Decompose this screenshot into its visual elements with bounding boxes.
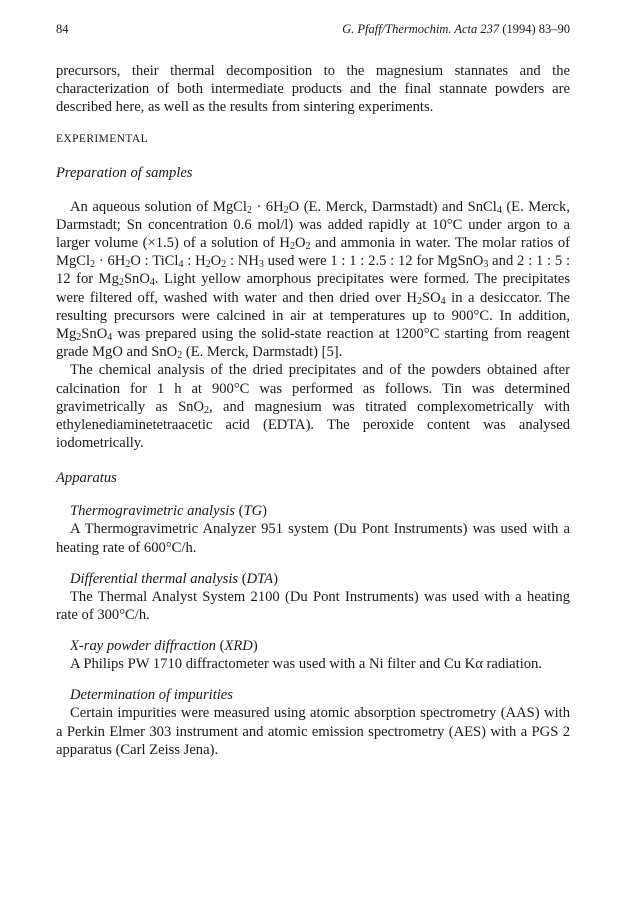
- running-head: [342, 22, 570, 37]
- xrd-paragraph: A Philips PW 1710 diffractometer was used with a Ni filter and Cu Kα radiation.: [70, 656, 543, 673]
- impurities-paragraph: Certain impurities were measured using atomic absorption spectrometry (AAS) with a Perkin Elmer 303 instrument and atomic emission spectrometry (AES) with a PGS 2 apparatus (Carl Zeiss Jena).: [56, 705, 570, 758]
- subsection-heading-apparatus: Apparatus: [56, 470, 117, 487]
- xrd-heading: X-ray powder diffraction (XRD): [70, 638, 258, 655]
- preparation-paragraph-2: The chemical analysis of the dried precipitates and of the powders obtained after calcination for 1 h at 900°C was performed as follows. Tin was determined gravimetrically as SnO$_2$, and magnesium was titrated complexometrically with ethylenediaminetetraacetic acid (EDTA). The peroxide content was analysed iodometrically.: [56, 362, 570, 452]
- preparation-paragraph-1: An aqueous solution of MgCl$_2$ · $6H_2O$ (E. Merck, Darmstadt) and SnCl$_4$ (E. Merck, Darmstadt; Sn concentration 0.6 mol/l) was added rapidly at 10°C under argon to a larger volume (×1.5) of a solution of $H_2O_2$ and ammonia in water. The molar ratios of MgCl$_2$ · $6H_2O$ : TiCl$_4$ : $H_2O_2$ : $NH_3$ used were 1 : 1 : 2.5 : 12 for MgSnO$_3$ and 2 : 1 : 5 : 12 for $Mg_2SnO_4$. Light yellow amorphous precipitates were formed. The precipitates were filtered off, washed with water and then dried over $H_2SO_4$ in a desiccator. The resulting precursors were calcined in air at temperatures up to 900°C. In addition, $Mg_2SnO_4$ was prepared using the solid-state reaction at 1200°C starting from reagent grade MgO and SnO$_2$ (E. Merck, Darmstadt) [5].: [56, 198, 570, 362]
- running-head-authors: G. Pfaff/Thermochim. Acta 237: [342, 22, 500, 36]
- dta-heading: Differential thermal analysis (DTA): [70, 570, 278, 587]
- page-header: [56, 22, 570, 42]
- subsection-heading-preparation: Preparation of samples: [56, 164, 193, 181]
- page-number: 84: [56, 22, 69, 36]
- tg-paragraph: A Thermogravimetric Analyzer 951 system (Du Pont Instruments) was used with a heating rate of 600°C/h.: [56, 521, 570, 556]
- dta-paragraph: The Thermal Analyst System 2100 (Du Pont Instruments) was used with a heating rate of 300°C/h.: [56, 588, 570, 624]
- intro-paragraph: precursors, their thermal decomposition to the magnesium stannates and the characterization of both intermediate products and the final stannate powders are described here, as well as the results from sintering experiments.: [56, 63, 570, 116]
- section-heading-experimental: EXPERIMENTAL: [56, 132, 149, 145]
- tg-heading: Thermogravimetric analysis (TG): [70, 503, 268, 520]
- impurities-heading: Determination of impurities: [70, 687, 233, 704]
- running-head-issue: (1994) 83–90: [502, 22, 570, 36]
- journal-page: [56, 22, 570, 759]
